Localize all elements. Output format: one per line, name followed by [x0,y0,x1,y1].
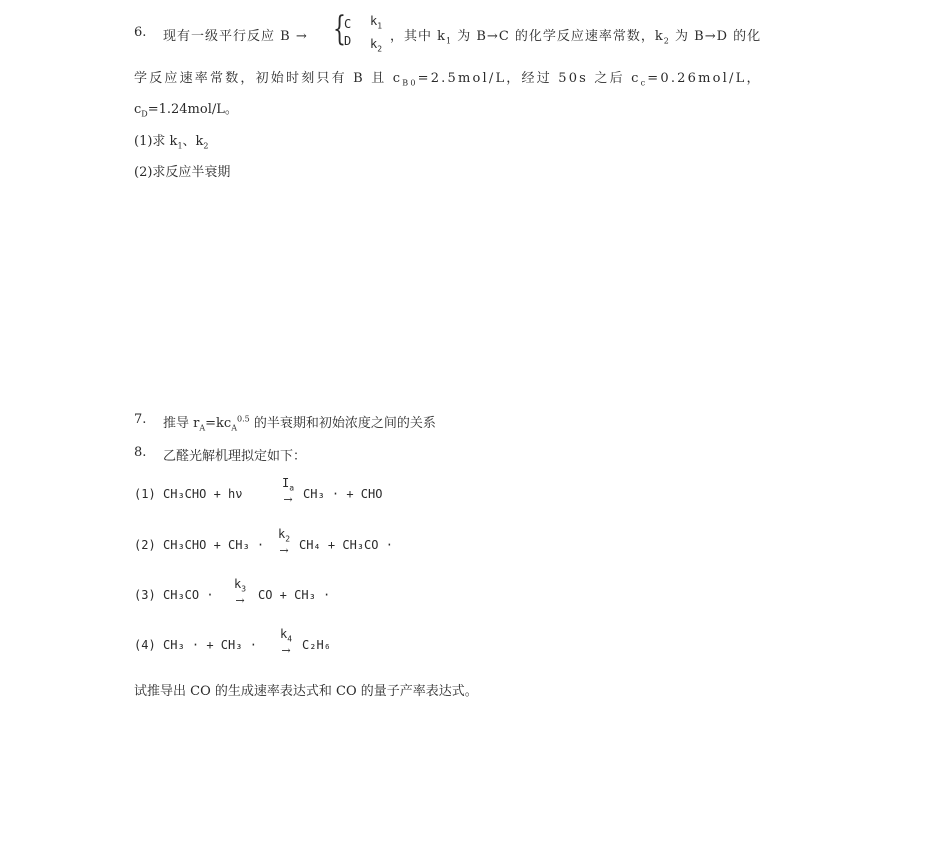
arrow-icon: → [279,544,289,558]
q6-line3-a: c [134,102,142,117]
q7-text-b: =kc [205,416,232,431]
reaction-3-lhs: CH₃CO · [163,588,214,602]
reaction-4-arrow [278,628,294,657]
q6-sub1-mid: 、k [182,134,204,149]
q6-number: 6. [134,25,147,40]
reaction-1-label: (1) [134,487,156,501]
reaction-1-rhs: CH₃ · + CHO [303,487,383,501]
reaction-3-label: (3) [134,588,156,602]
reaction-1-k: I [281,476,290,490]
reaction-3-k: k [233,577,242,591]
q6-sub1-a: (1)求 k [134,134,178,149]
q6-sub1-s2: 2 [203,141,209,151]
q6-after-b-sub: 2 [663,36,670,46]
q6-line3-a-sub: D [141,109,148,119]
q6-line3 [134,98,238,119]
reaction-4-label: (4) [134,638,156,652]
reaction-2-arrow [276,528,292,557]
q7-text-b-sub: A [231,423,237,433]
q7-text-b-sup: 0.5 [236,414,250,424]
q6-after-a-sub: 1 [446,36,453,46]
q7-text [163,412,436,433]
q6-after-b: 为 B→C 的化学反应速率常数，k [452,29,664,44]
reaction-2-rhs: CH₄ + CH₃CO · [299,538,393,552]
reaction-2-k-sub: 2 [285,534,291,544]
reaction-2-label: (2) [134,538,156,552]
q7-text-a: 推导 r [163,416,200,431]
q8-number: 8. [134,445,147,460]
reaction-1-lhs: CH₃CHO + hν [163,487,243,501]
reaction-3-arrow [232,578,248,607]
reaction-4-k: k [279,627,288,641]
brace-icon: { [333,9,346,49]
reaction-4-k-sub: 4 [287,634,293,644]
branch-d: D [344,34,352,48]
reaction-4-lhs: CH₃ · + CH₃ · [163,638,257,652]
q6-line2-a: 学反应速率常数，初始时刻只有 B 且 c [134,71,403,86]
k2-label: k [370,37,378,52]
arrow-icon: → [283,493,293,507]
reaction-2-lhs: CH₃CHO + CH₃ · [163,538,265,552]
reaction-2-k: k [277,527,286,541]
q6-line2-c: =0.26mol/L， [647,71,762,86]
reaction-1-k-sub: a [289,483,295,493]
q6-line3-b: =1.24mol/L。 [147,102,238,117]
branch-c: C [344,17,352,31]
q6-line2-b: =2.5mol/L，经过 50s 之后 c [417,71,641,86]
q6-sub2: (2)求反应半衰期 [134,165,231,180]
q6-sub1-s1: 1 [177,141,183,151]
q6-line2-b-sub: c [640,78,648,88]
q8-title: 乙醛光解机理拟定如下： [163,449,307,464]
q7-text-c: 的半衰期和初始浓度之间的关系 [249,416,436,431]
arrow-icon: → [281,644,291,658]
q6-after-brace [390,25,761,46]
reaction-3-k-sub: 3 [241,584,247,594]
q6-after-c: 为 B→D 的化 [669,29,762,44]
reaction-1-arrow [280,477,296,506]
k2-sub: 2 [377,44,383,54]
reaction-3-rhs: CO + CH₃ · [258,588,331,602]
arrow-icon: → [235,594,245,608]
q6-after-a: ，其中 k [390,29,447,44]
q6-intro: 现有一级平行反应 B → [163,29,308,44]
q6-line2-a-sub: B0 [402,78,418,88]
q6-sub1 [134,130,209,151]
q6-rate-constants [370,12,382,59]
k1-label: k [370,14,378,28]
q6-branches [344,16,351,50]
q7-number: 7. [134,412,147,427]
q6-line2 [134,67,762,88]
reaction-4-rhs: C₂H₆ [302,638,331,652]
q7-text-a-sub: A [199,423,206,433]
q8-conclusion: 试推导出 CO 的生成速率表达式和 CO 的量子产率表达式。 [134,684,478,699]
k1-sub: 1 [377,21,383,31]
